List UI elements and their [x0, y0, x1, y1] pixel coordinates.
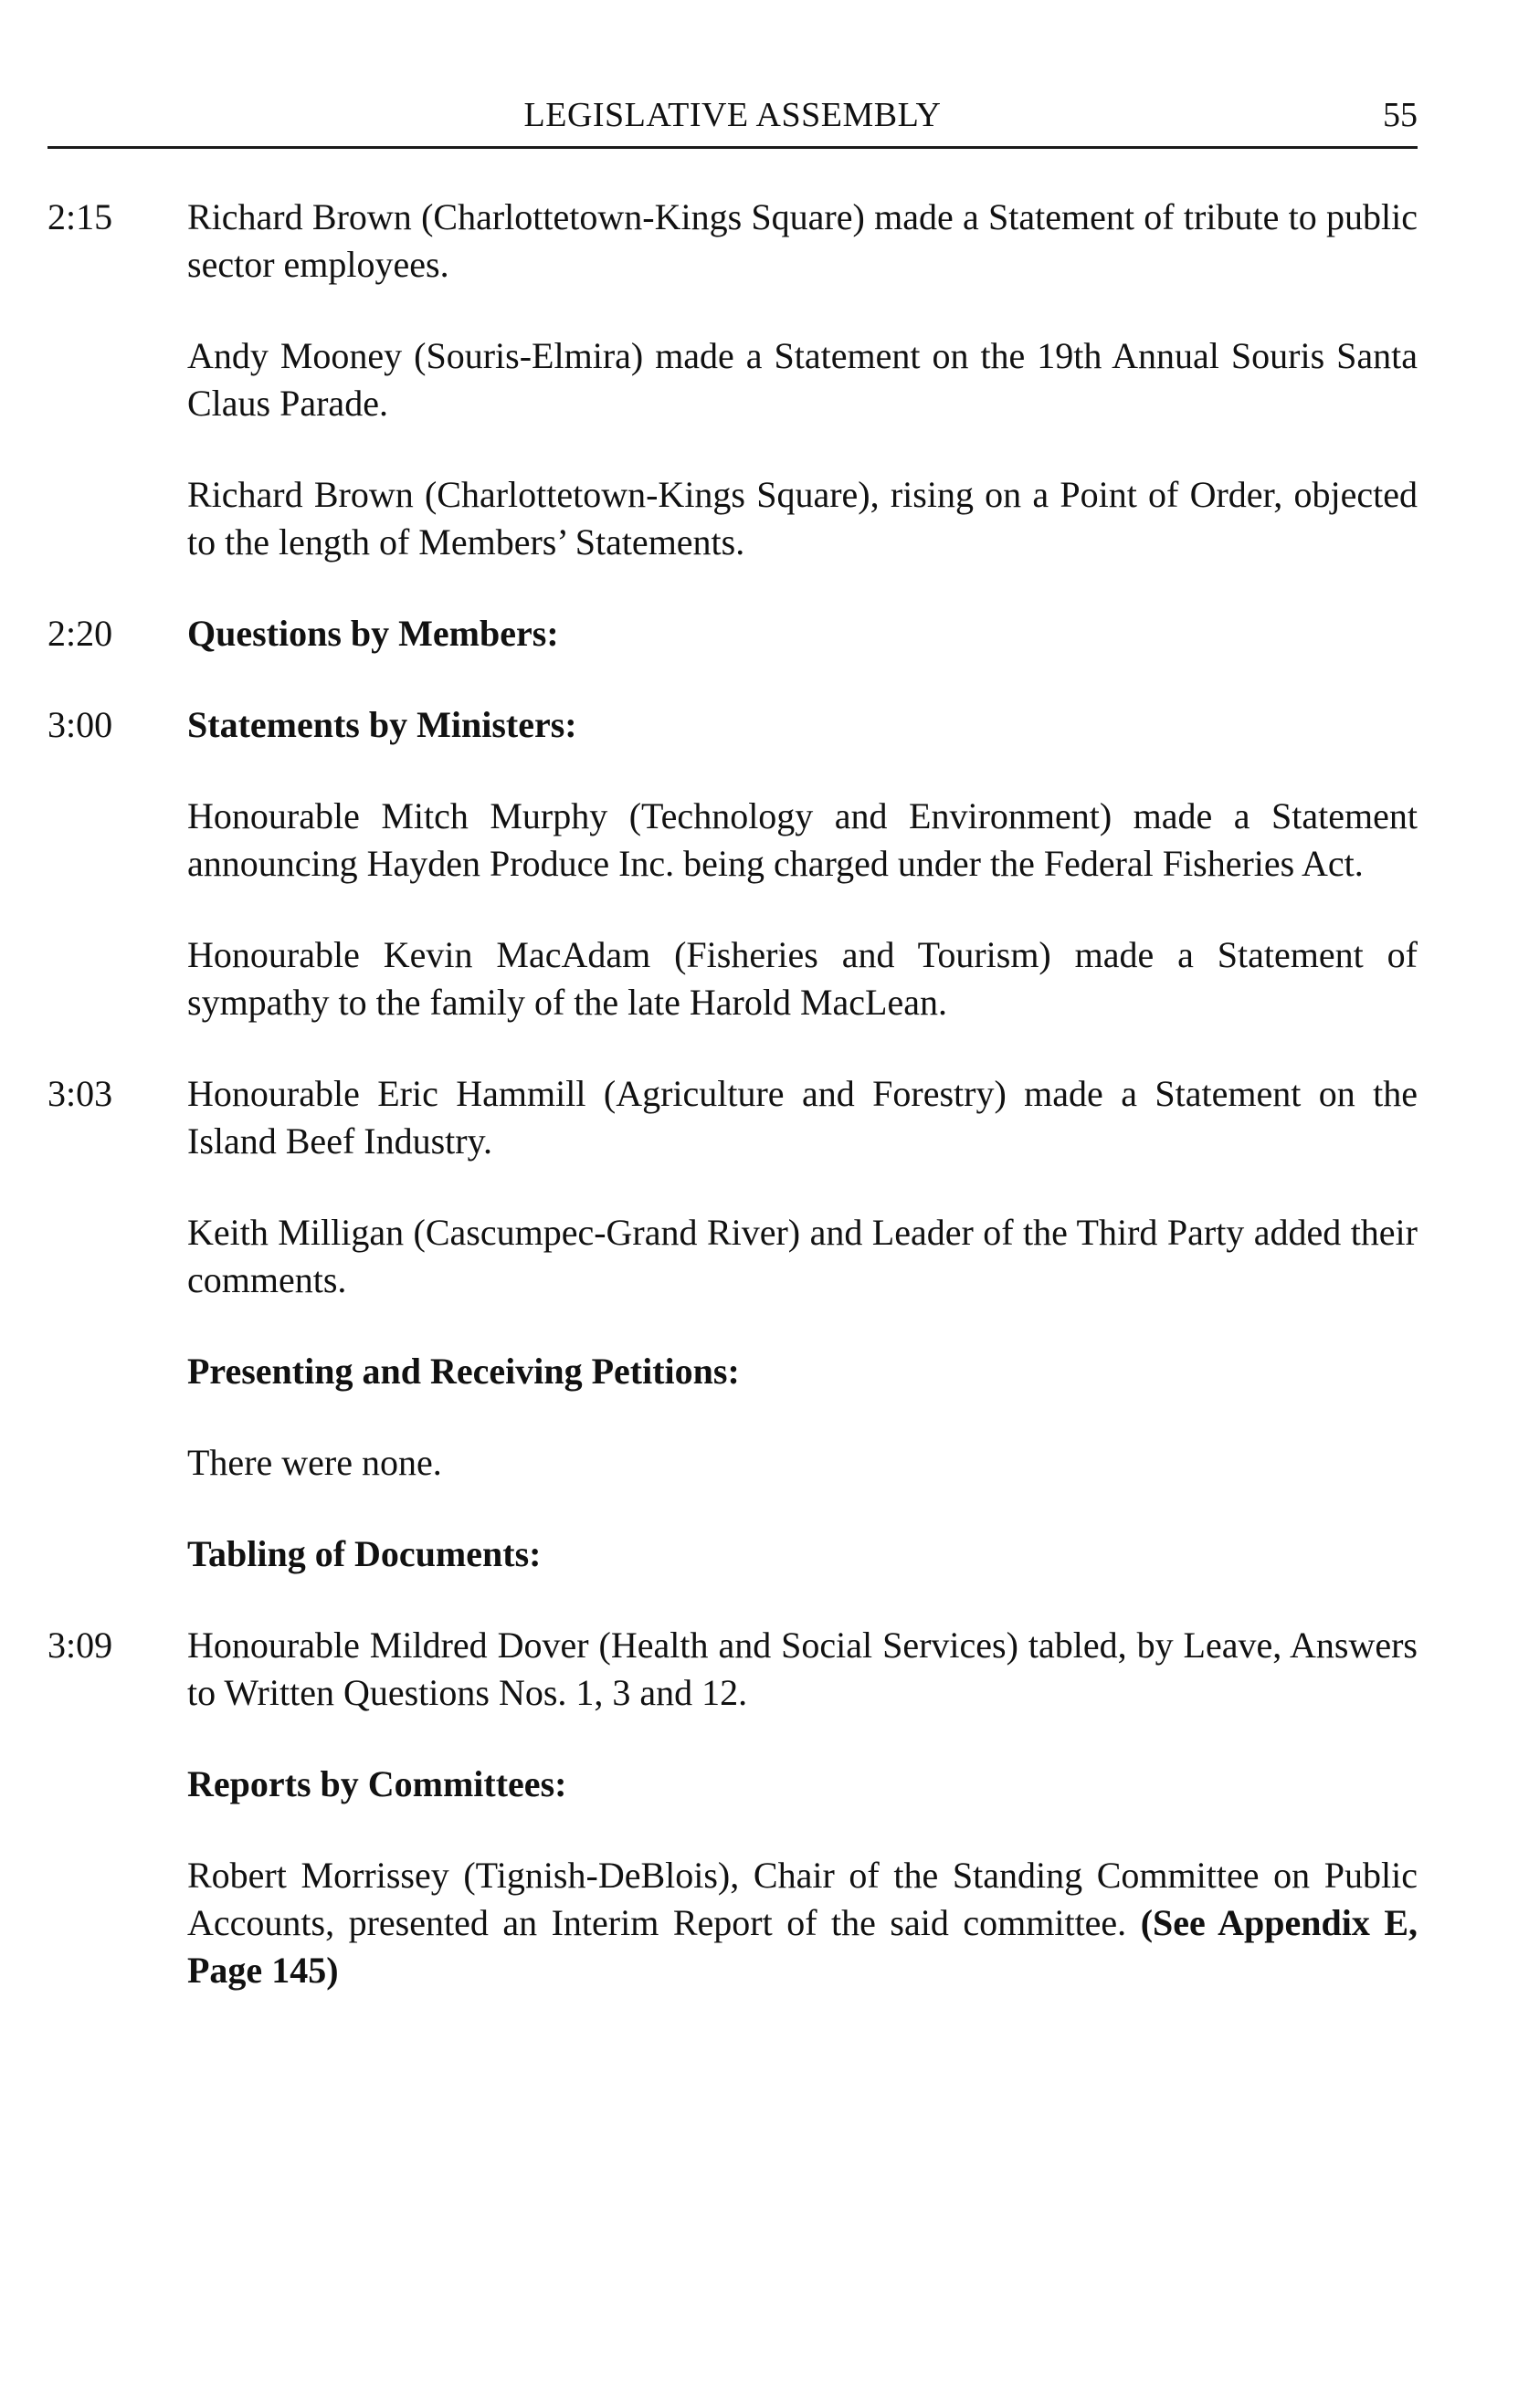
journal-entry: [47, 1852, 1418, 1994]
journal-entry: [47, 332, 1418, 427]
entry-text: There were none.: [187, 1442, 442, 1483]
entry-text: Richard Brown (Charlottetown-Kings Square) made a Statement of tribute to public sector employees.: [187, 196, 1418, 285]
journal-entry: [47, 701, 1418, 749]
page-header: [47, 91, 1418, 149]
entry-text-body: Robert Morrissey (Tignish-DeBlois), Chair of the Standing Committee on Public Accounts, presented an Interim Report of the said committee.: [187, 1855, 1418, 1943]
entry-text: Andy Mooney (Souris-Elmira) made a Statement on the 19th Annual Souris Santa Claus Parade.: [187, 335, 1418, 424]
journal-body: [47, 194, 1418, 2038]
journal-entry: [47, 1348, 1418, 1395]
entry-text: Richard Brown (Charlottetown-Kings Square), rising on a Point of Order, objected to the length of Members’ Statements.: [187, 474, 1418, 563]
entry-time: 2:20: [47, 613, 113, 654]
journal-entry: [47, 1530, 1418, 1578]
journal-entry: [47, 1439, 1418, 1487]
page-title: LEGISLATIVE ASSEMBLY: [523, 96, 942, 134]
journal-entry: [47, 610, 1418, 657]
section-heading: Presenting and Receiving Petitions:: [187, 1351, 740, 1392]
entry-text: Honourable Mildred Dover (Health and Social Services) tabled, by Leave, Answers to Written Questions Nos. 1, 3 and 12.: [187, 1625, 1418, 1713]
journal-entry: [47, 1622, 1418, 1717]
entry-time: 3:09: [47, 1625, 113, 1666]
journal-entry: [47, 931, 1418, 1026]
entry-text: Keith Milligan (Cascumpec-Grand River) and Leader of the Third Party added their comments.: [187, 1212, 1418, 1300]
entry-text: Honourable Eric Hammill (Agriculture and Forestry) made a Statement on the Island Beef Industry.: [187, 1073, 1418, 1162]
journal-entry: [47, 1761, 1418, 1808]
entry-time: 2:15: [47, 196, 113, 237]
section-heading: Reports by Committees:: [187, 1763, 567, 1804]
journal-entry: [47, 471, 1418, 566]
entry-text: [187, 1852, 1418, 1994]
entry-text: Honourable Mitch Murphy (Technology and Environment) made a Statement announcing Hayden Produce Inc. being charged under the Federal Fisheries Act.: [187, 795, 1418, 884]
entry-time: 3:03: [47, 1073, 113, 1114]
journal-entry: [47, 793, 1418, 888]
journal-entry: [47, 194, 1418, 289]
entry-time: 3:00: [47, 704, 113, 745]
section-heading: Questions by Members:: [187, 613, 559, 654]
section-heading: Statements by Ministers:: [187, 704, 577, 745]
entry-text: Honourable Kevin MacAdam (Fisheries and Tourism) made a Statement of sympathy to the family of the late Harold MacLean.: [187, 934, 1418, 1023]
journal-entry: [47, 1070, 1418, 1165]
journal-entry: [47, 1209, 1418, 1304]
page-number: 55: [1383, 96, 1418, 134]
section-heading: Tabling of Documents:: [187, 1533, 542, 1574]
appendix-reference: (See Appendix E, Page 145): [187, 1902, 1418, 1991]
